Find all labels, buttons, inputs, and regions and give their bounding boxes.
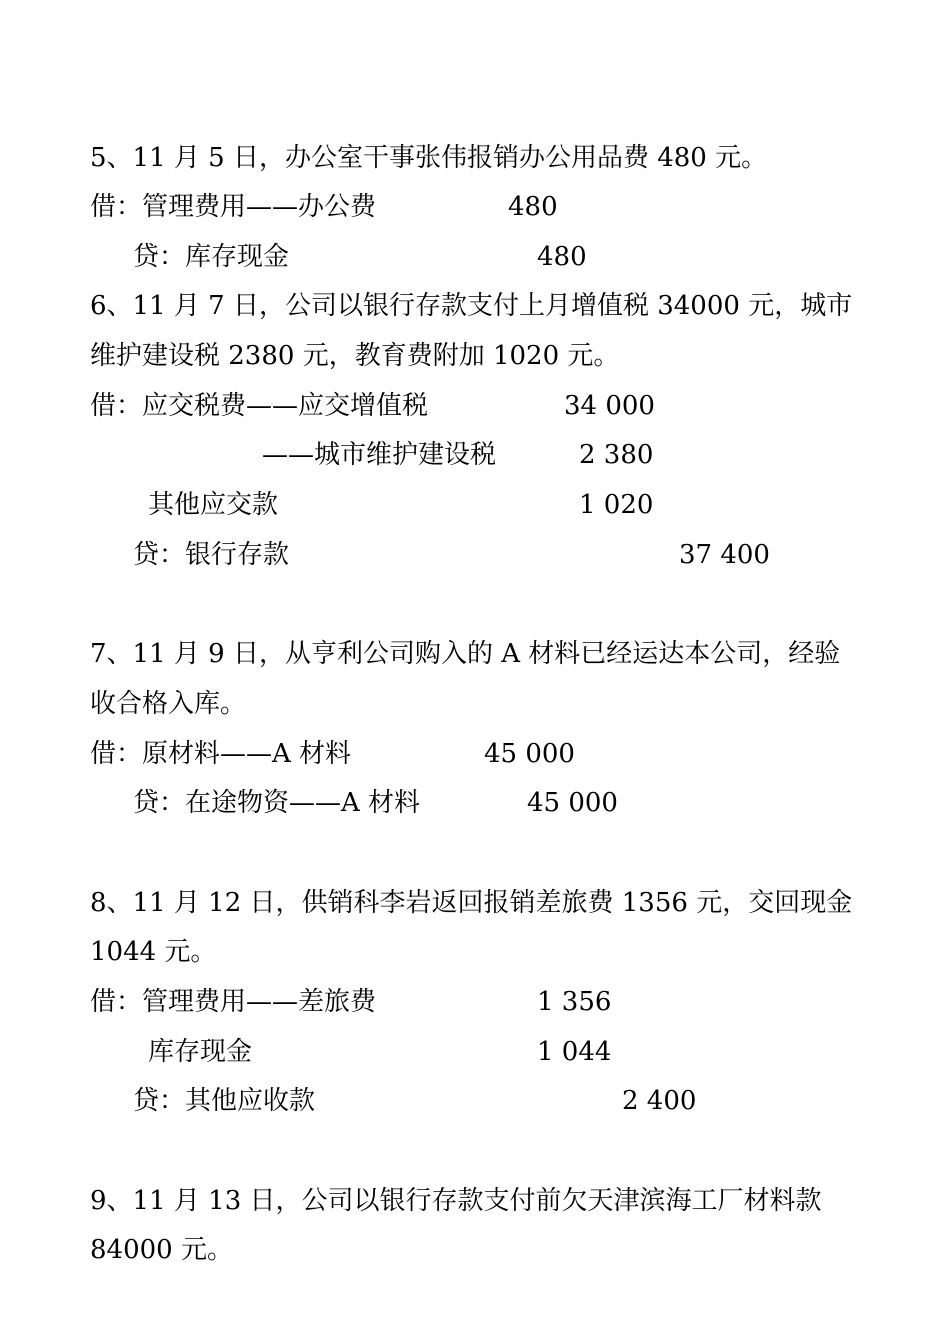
entry-6-debit-amount-2: 2 380 [579, 440, 654, 470]
entry-8-debit-account-2: 库存现金 [148, 1037, 253, 1067]
entry-7-credit-amount: 45 000 [527, 788, 618, 818]
entry-6-debit-account-1: 借：应交税费——应交增值税 [90, 391, 429, 421]
entry-6-debit-account-3: 其他应交款 [148, 490, 279, 520]
entry-5-debit-amount: 480 [508, 192, 558, 222]
entry-5-description: 5、11 月 5 日，办公室干事张伟报销办公用品费 480 元。 [90, 143, 768, 173]
entry-8-credit-amount: 2 400 [622, 1086, 697, 1116]
entry-5-debit-account: 借：管理费用——办公费 [90, 192, 377, 222]
entry-9-description-line-2: 84000 元。 [90, 1235, 233, 1265]
entry-5-credit-amount: 480 [537, 242, 587, 272]
entry-8-credit-account: 贷：其他应收款 [133, 1086, 316, 1116]
entry-7-description-line-1: 7、11 月 9 日，从亨利公司购入的 A 材料已经运达本公司，经验 [90, 639, 841, 669]
entry-9-description-line-1: 9、11 月 13 日，公司以银行存款支付前欠天津滨海工厂材料款 [90, 1186, 822, 1216]
entry-7-debit-amount: 45 000 [484, 739, 575, 769]
entry-6-description-line-2: 维护建设税 2380 元，教育费附加 1020 元。 [90, 341, 620, 371]
entry-6-description-line-1: 6、11 月 7 日，公司以银行存款支付上月增值税 34000 元，城市 [90, 291, 853, 321]
entry-6-debit-amount-3: 1 020 [579, 490, 654, 520]
entry-6-debit-account-2: ——城市维护建设税 [262, 440, 497, 470]
entry-8-debit-account-1: 借：管理费用——差旅费 [90, 987, 377, 1017]
entry-8-debit-amount-1: 1 356 [537, 987, 612, 1017]
entry-8-description-line-1: 8、11 月 12 日，供销科李岩返回报销差旅费 1356 元，交回现金 [90, 888, 853, 918]
entry-7-description-line-2: 收合格入库。 [90, 689, 247, 719]
entry-6-debit-amount-1: 34 000 [564, 391, 655, 421]
entry-6-credit-account: 贷：银行存款 [133, 540, 290, 570]
entry-8-description-line-2: 1044 元。 [90, 937, 217, 967]
entry-6-credit-amount: 37 400 [679, 540, 770, 570]
entry-7-debit-account: 借：原材料——A 材料 [90, 739, 352, 769]
entry-8-debit-amount-2: 1 044 [537, 1037, 612, 1067]
entry-7-credit-account: 贷：在途物资——A 材料 [133, 788, 421, 818]
entry-5-credit-account: 贷：库存现金 [133, 242, 290, 272]
